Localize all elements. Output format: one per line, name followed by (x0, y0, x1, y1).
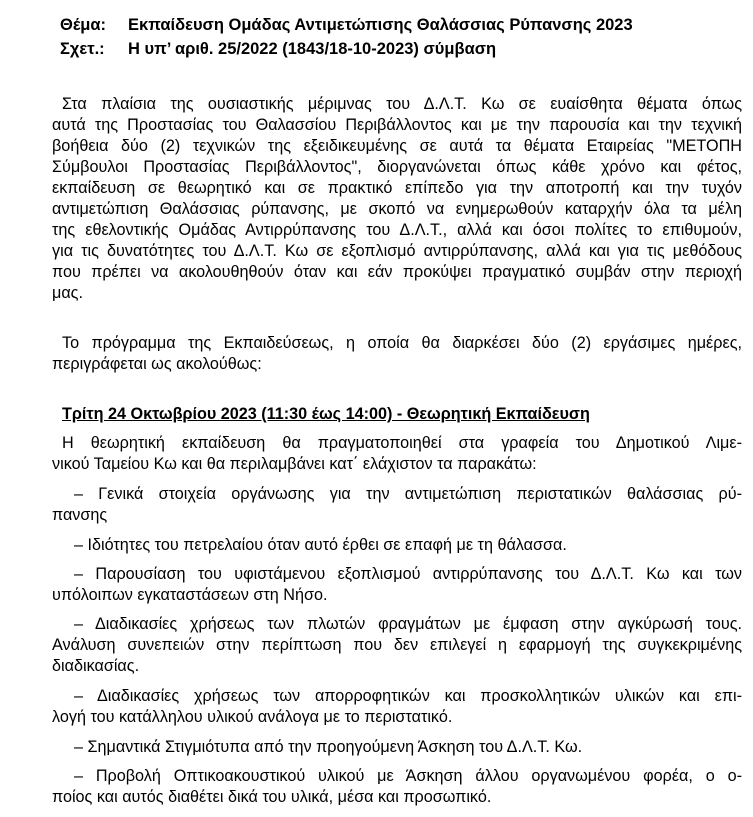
section-title (52, 404, 742, 424)
reference-label: Σχετ.: (60, 40, 105, 58)
bullet-line: Ανάλυση συνεπειών στην περίπτωση που δεν επιλεγεί η εφαρμογή της συγκεκριμένης (52, 636, 742, 654)
section-intro-line: Η θεωρητική εκπαίδευση θα πραγματοποιηθεί στα γραφεία του Δημοτικού Λιμε- (62, 434, 742, 452)
bullet-line: – Σημαντικά Στιγμιότυπα από την προηγούμενη Άσκηση του Δ.Λ.Τ. Κω. (74, 738, 583, 756)
bullet-line: – Διαδικασίες χρήσεως των πλωτών φραγμάτων με έμφαση στην αγκύρωσή τους. (74, 615, 742, 633)
intro-line: Σύμβουλοι Προστασίας Περιβάλλοντος", διοργανώνεται όπως κάθε χρόνο και φέτος, (52, 158, 742, 176)
intro-line: αυτά της Προστασίας του Θαλασσίου Περιβάλλοντος και με την παρουσία και την τεχνική (52, 116, 742, 134)
subject-line (60, 16, 633, 35)
section-title-text: Τρίτη 24 Οκτωβρίου 2023 (11:30 έως 14:00) - Θεωρητική Εκπαίδευση (62, 405, 590, 423)
bullet-line: – Διαδικασίες χρήσεως των απορροφητικών και προσκολλητικών υλικών και επι- (74, 687, 742, 705)
bullet-line: – Προβολή Οπτικοακουστικού υλικού με Άσκηση άλλου οργανωμένου φορέα, ο ο- (74, 767, 742, 785)
reference-text: Η υπ’ αριθ. 25/2022 (1843/18-10-2023) σύμβαση (128, 40, 497, 58)
program-line: περιγράφεται ως ακολούθως: (52, 355, 262, 373)
intro-line: αντιμετώπιση Θαλάσσιας ρύπανσης, με σκοπό να ενημερωθούν καταρχήν όλα τα μέλη (52, 200, 742, 218)
section-intro-line: νικού Ταμείου Κω και θα περιλαμβάνει κατ΄ ελάχιστον τα παρακάτω: (52, 455, 537, 473)
subject-text: Εκπαίδευση Ομάδας Αντιμετώπισης Θαλάσσιας Ρύπανσης 2023 (128, 16, 633, 34)
bullet-line: διαδικασίας. (52, 657, 140, 675)
intro-line: της εθελοντικής Ομάδας Αντιρρύπανσης του Δ.Λ.Τ., αλλά και όσοι πολίτες το επιθυμούν, (52, 221, 742, 239)
bullet-line: πανσης (52, 506, 108, 524)
intro-line: μας. (52, 284, 83, 302)
program-line: Το πρόγραμμα της Εκπαιδεύσεως, η οποία θα διαρκέσει δύο (2) εργάσιμες ημέρες, (62, 334, 742, 352)
intro-line: για τις δυνατότητες του Δ.Λ.Τ. Κω σε εξοπλισμό αντιρρύπανσης, αλλά και για τις μεθόδους (52, 242, 742, 260)
subject-label: Θέμα: (60, 16, 107, 34)
bullet-line: – Ιδιότητες του πετρελαίου όταν αυτό έρθει σε επαφή με τη θάλασσα. (74, 536, 567, 554)
intro-line: Στα πλαίσια της ουσιαστικής μέριμνας του Δ.Λ.Τ. Κω σε ευαίσθητα θέματα όπως (62, 95, 742, 113)
bullet-line: ποίος και αυτός διαθέτει δικά του υλικά, μέσα και προσωπικό. (52, 788, 492, 806)
bullet-line: λογή του κατάλληλου υλικού ανάλογα με το περιστατικό. (52, 708, 453, 726)
bullet-line: – Παρουσίαση του υφιστάμενου εξοπλισμού αντιρρύπανσης του Δ.Λ.Τ. Κω και των (74, 565, 742, 583)
reference-line (60, 40, 496, 59)
intro-line: που πρέπει να ακολουθηθούν όταν και εάν προκύψει πραγματικό συμβάν στην περιοχή (52, 263, 742, 281)
bullet-line: – Γενικά στοιχεία οργάνωσης για την αντιμετώπιση περιστατικών θαλάσσιας ρύ- (74, 485, 742, 503)
intro-line: εκπαίδευση σε θεωρητικό και σε πρακτικό επίπεδο για την αποτροπή και την τυχόν (52, 179, 742, 197)
intro-line: βοήθεια δύο (2) τεχνικών της εξειδικευμένης σε αυτά τα θέματα Εταιρείας "ΜΕΤΟΠΗ (52, 137, 742, 155)
bullet-line: υπόλοιπων εγκαταστάσεων στη Νήσο. (52, 586, 328, 604)
